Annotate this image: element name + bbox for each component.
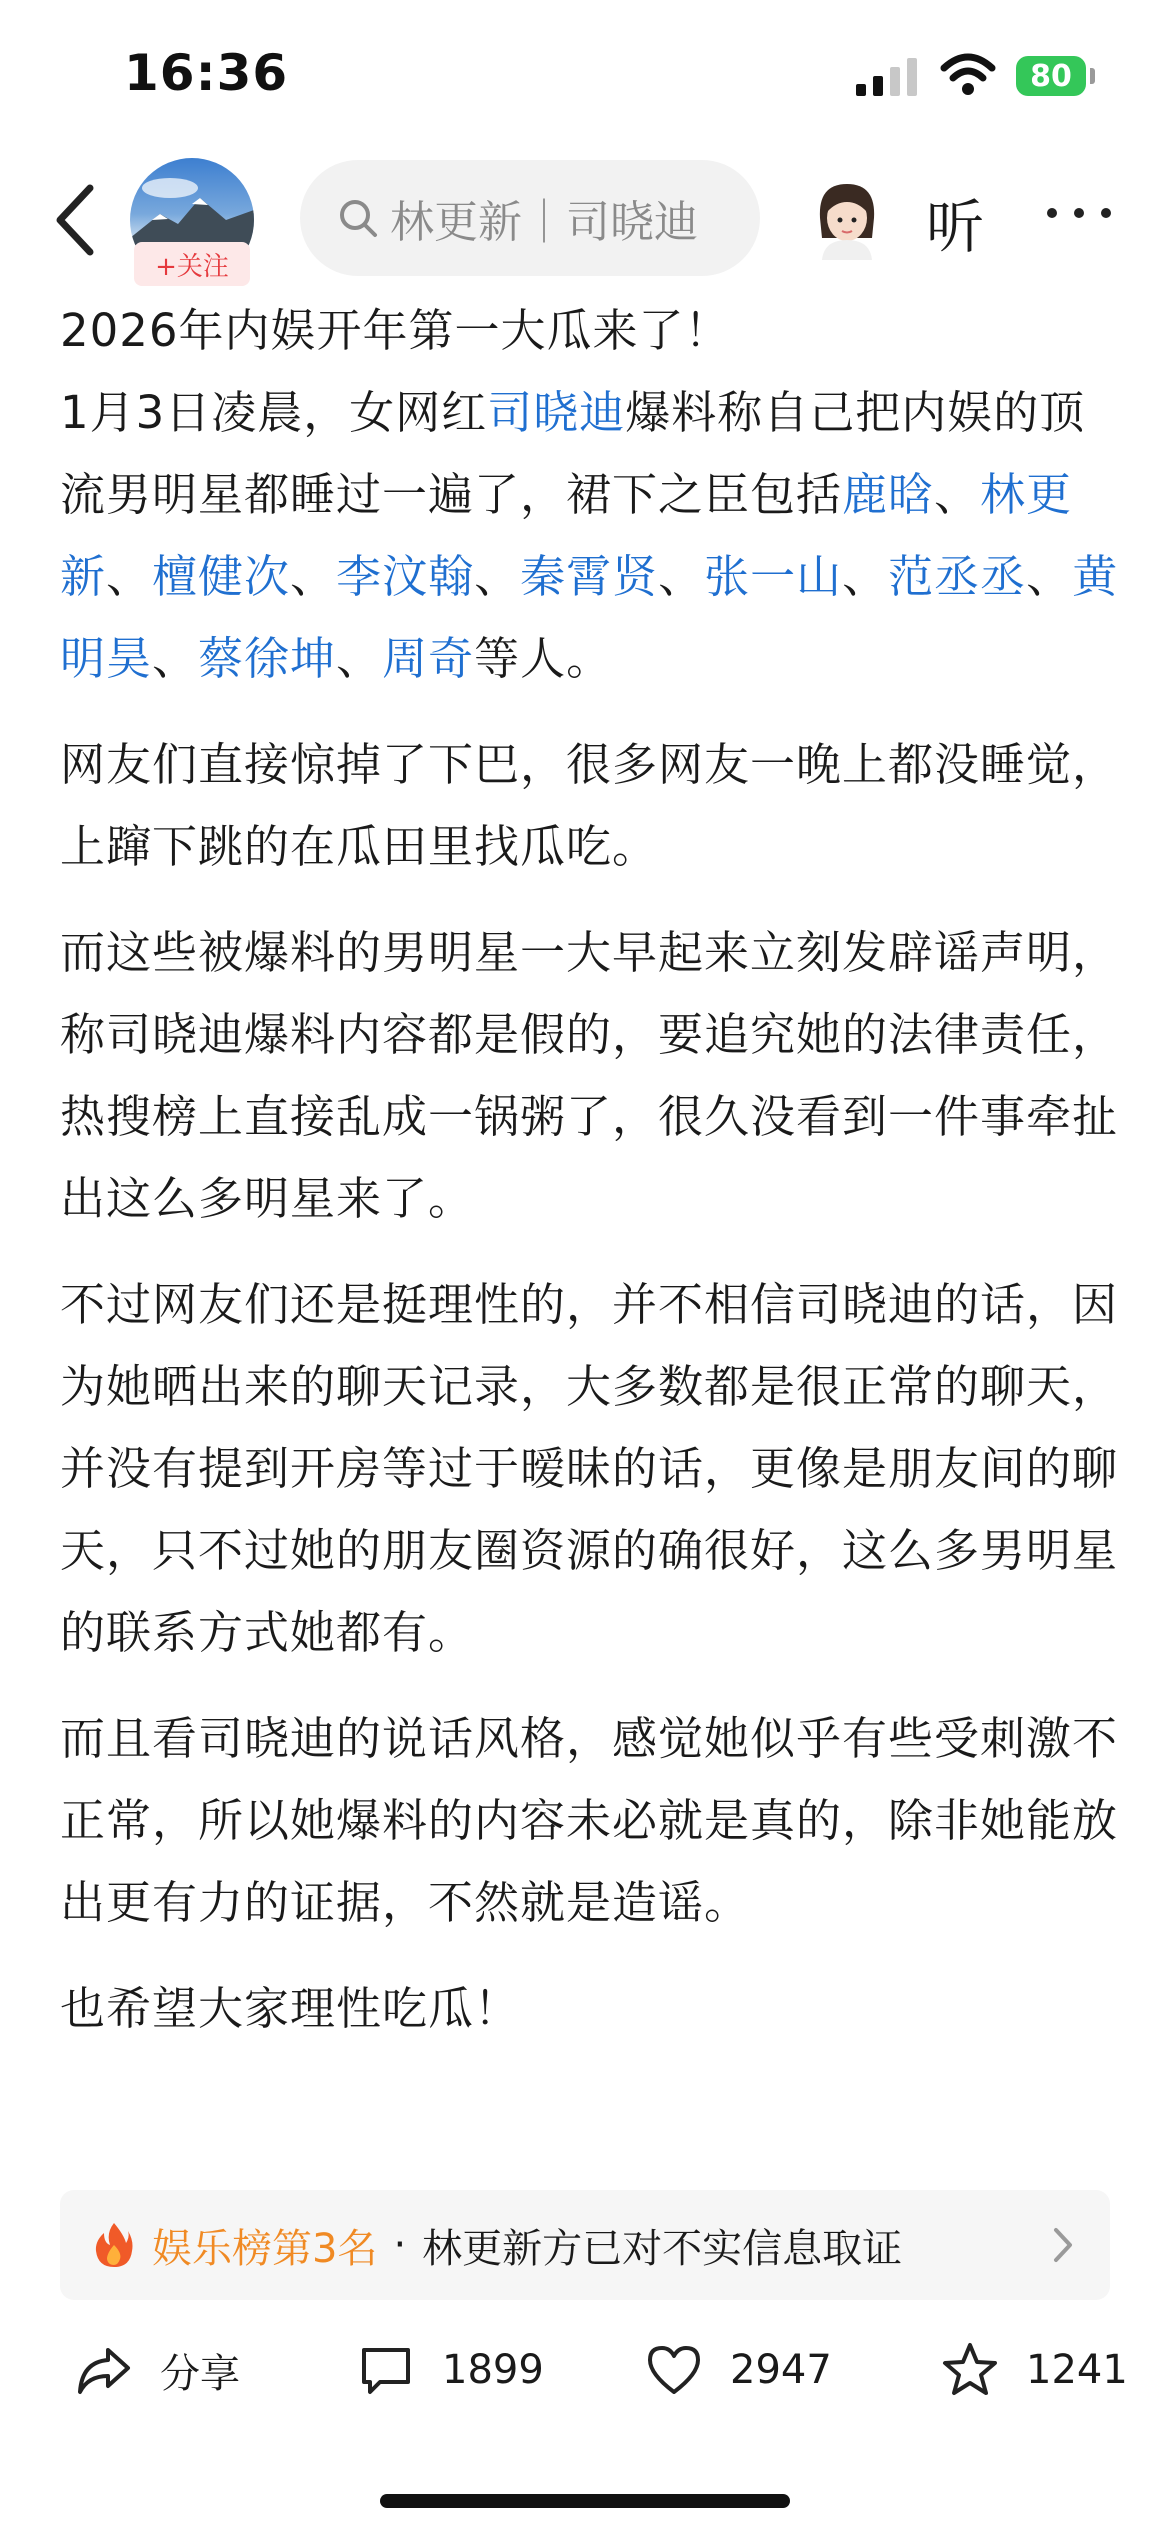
share-icon xyxy=(74,2340,134,2400)
heart-icon xyxy=(644,2340,704,2400)
star-icon xyxy=(940,2340,1000,2400)
assistant-avatar-icon[interactable] xyxy=(808,178,886,260)
name-link[interactable]: 鹿晗 xyxy=(842,468,935,521)
fire-icon xyxy=(94,2221,134,2269)
cellular-signal-icon xyxy=(856,58,918,96)
name-link[interactable]: 李汶翰 xyxy=(336,550,475,603)
more-icon[interactable] xyxy=(1044,198,1114,228)
search-icon xyxy=(338,198,378,238)
chevron-right-icon xyxy=(1052,2226,1074,2264)
trend-headline: 林更新方已对不实信息取证 xyxy=(422,2225,903,2272)
follow-button[interactable]: +关注 xyxy=(134,242,250,286)
name-link[interactable]: 范丞丞 xyxy=(888,550,1027,603)
name-link[interactable]: 檀健次 xyxy=(152,550,291,603)
nav-bar xyxy=(0,150,1170,300)
comment-count: 1899 xyxy=(442,2347,544,2393)
battery-level: 80 xyxy=(1030,58,1072,94)
trend-rank: 娱乐榜第3名 xyxy=(152,2225,378,2272)
name-link[interactable]: 黄明昊 xyxy=(60,550,1119,685)
name-link[interactable]: 蔡徐坤 xyxy=(198,632,337,685)
back-icon[interactable] xyxy=(48,180,108,260)
trend-separator: · xyxy=(393,2222,407,2268)
article-paragraph-4: 不过网友们还是挺理性的，并不相信司晓迪的话，因为她晒出来的聊天记录，大多数都是很正常的聊天，并没有提到开房等过于暧昧的话，更像是朋友间的聊天，只不过她的朋友圈资源的确很好，这么多男明星的联系方式她都有。 xyxy=(60,1278,1119,1659)
article-paragraph-5: 而且看司晓迪的说话风格，感觉她似乎有些受刺激不正常，所以她爆料的内容未必就是真的，除非她能放出更有力的证据，不然就是造谣。 xyxy=(60,1712,1119,1929)
article-body xyxy=(60,290,1120,2074)
favorite-button[interactable] xyxy=(940,2338,1128,2402)
like-button[interactable] xyxy=(644,2338,832,2402)
listen-button[interactable]: 听 xyxy=(926,193,985,261)
action-bar xyxy=(0,2320,1170,2420)
status-time: 16:36 xyxy=(124,44,289,102)
article-headline: 2026年内娱开年第一大瓜来了！ xyxy=(60,304,731,357)
article-paragraph-2: 网友们直接惊掉了下巴，很多网友一晚上都没睡觉，上蹿下跳的在瓜田里找瓜吃。 xyxy=(60,738,1119,873)
name-link[interactable]: 周奇 xyxy=(382,632,475,685)
article-paragraph-6: 也希望大家理性吃瓜！ xyxy=(60,1982,521,2035)
name-link[interactable]: 张一山 xyxy=(704,550,843,603)
search-input[interactable] xyxy=(300,160,760,276)
name-link[interactable]: 秦霄贤 xyxy=(520,550,659,603)
trending-topic-banner[interactable] xyxy=(60,2190,1110,2300)
name-link[interactable]: 林更新 xyxy=(60,468,1073,603)
article-paragraph-1: 2026年内娱开年第一大瓜来了！ 1月3日凌晨，女网红司晓迪爆料称自己把内娱的顶流男明星都睡过一遍了，裙下之臣包括鹿晗、林更新、檀健次、李汶翰、秦霄贤、张一山、范丞丞、黄明昊、蔡徐坤、周奇等人。 xyxy=(60,304,1119,685)
home-indicator[interactable] xyxy=(380,2494,790,2508)
hashtag-link-sixiaodi[interactable]: 司晓迪 xyxy=(487,386,626,439)
share-label: 分享 xyxy=(160,2350,240,2397)
article-paragraph-3: 而这些被爆料的男明星一大早起来立刻发辟谣声明，称司晓迪爆料内容都是假的，要追究她的法律责任，热搜榜上直接乱成一锅粥了，很久没看到一件事牵扯出这么多明星来了。 xyxy=(60,926,1119,1225)
comment-icon xyxy=(356,2340,416,2400)
status-bar xyxy=(0,0,1170,150)
comment-button[interactable] xyxy=(356,2338,544,2402)
search-placeholder: 林更新｜司晓迪 xyxy=(390,197,698,248)
battery-indicator xyxy=(1016,56,1086,96)
author-avatar[interactable] xyxy=(130,158,254,282)
share-button[interactable] xyxy=(74,2338,240,2402)
battery-tip xyxy=(1090,68,1095,84)
wifi-icon xyxy=(940,52,996,96)
like-count: 2947 xyxy=(730,2347,832,2393)
favorite-count: 1241 xyxy=(1026,2347,1128,2393)
